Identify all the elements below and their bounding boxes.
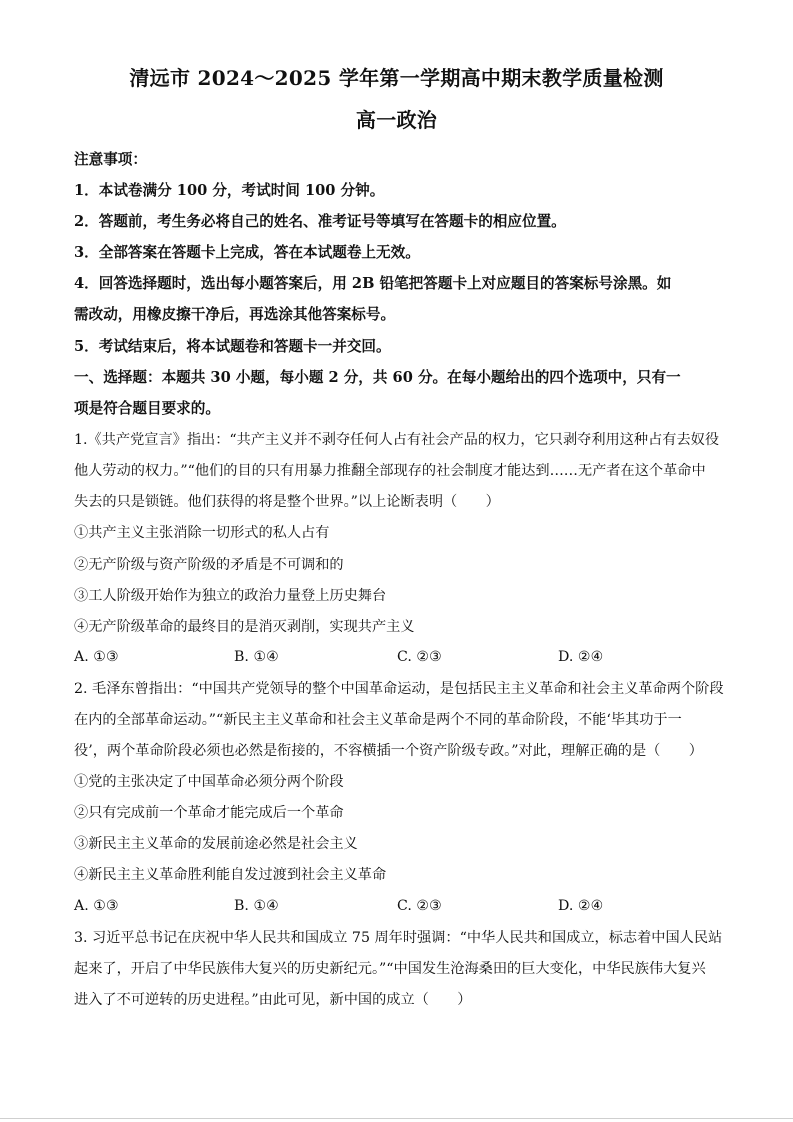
notice-item: 2．答题前，考生务必将自己的姓名、准考证号等填写在答题卡的相应位置。	[74, 213, 566, 230]
page-bottom-rule	[0, 1118, 793, 1119]
exam-title: 清远市 2024～2025 学年第一学期高中期末教学质量检测	[129, 66, 664, 90]
q2-statement: ③新民主主义革命的发展前途必然是社会主义	[74, 836, 358, 852]
q1-option-c[interactable]: C. ②③	[397, 649, 442, 665]
section-heading: 一、选择题：本题共 30 小题，每小题 2 分，共 60 分。在每小题给出的四个选项中，只有一	[74, 369, 681, 386]
notice-item: 1．本试卷满分 100 分，考试时间 100 分钟。	[74, 182, 385, 199]
q2-option-c[interactable]: C. ②③	[397, 898, 442, 914]
q2-option-a[interactable]: A. ①③	[74, 898, 119, 914]
q3-stem-line: 进入了不可逆转的历史进程。”由此可见，新中国的成立（ ）	[74, 992, 472, 1008]
notice-item: 3．全部答案在答题卡上完成，答在本试题卷上无效。	[74, 244, 420, 261]
q3-stem-line: 3. 习近平总书记在庆祝中华人民共和国成立 75 周年时强调：“中华人民共和国成立，标志着中国人民站	[74, 930, 723, 946]
q1-option-d[interactable]: D. ②④	[558, 649, 604, 665]
q2-statement: ②只有完成前一个革命才能完成后一个革命	[74, 805, 344, 821]
notice-heading: 注意事项：	[74, 151, 147, 168]
q2-statement: ④新民主主义革命胜利能自发过渡到社会主义革命	[74, 867, 387, 883]
q1-stem-line: 1.《共产党宣言》指出：“共产主义并不剥夺任何人占有社会产品的权力，它只剥夺利用这种占有去奴役	[74, 432, 720, 448]
notice-item: 5．考试结束后，将本试题卷和答题卡一并交回。	[74, 338, 391, 355]
q1-option-a[interactable]: A. ①③	[74, 649, 119, 665]
exam-subject: 高一政治	[355, 108, 438, 132]
q2-statement: ①党的主张决定了中国革命必须分两个阶段	[74, 774, 344, 790]
section-heading-cont: 项是符合题目要求的。	[74, 400, 220, 417]
q2-stem-line: 在内的全部革命运动。”“新民主主义革命和社会主义革命是两个不同的革命阶段，不能‘毕其功于一	[74, 712, 682, 728]
q1-stem-line: 失去的只是锁链。他们获得的将是整个世界。”以上论断表明（ ）	[74, 494, 500, 510]
q3-stem-line: 起来了，开启了中华民族伟大复兴的历史新纪元。”“中国发生沧海桑田的巨大变化，中华民族伟大复兴	[74, 961, 706, 977]
q1-statement: ③工人阶级开始作为独立的政治力量登上历史舞台	[74, 588, 387, 604]
q2-stem-line: 2. 毛泽东曾指出：“中国共产党领导的整个中国革命运动，是包括民主主义革命和社会主义革命两个阶段	[74, 681, 724, 697]
q1-statement: ①共产主义主张消除一切形式的私人占有	[74, 525, 330, 541]
notice-item: 需改动，用橡皮擦干净后，再选涂其他答案标号。	[74, 306, 396, 323]
q2-option-b[interactable]: B. ①④	[234, 898, 279, 914]
q1-stem-line: 他人劳动的权力。”“他们的目的只有用暴力推翻全部现存的社会制度才能达到……无产者在这个革命中	[74, 463, 706, 479]
q2-stem-line: 役’，两个革命阶段必须也必然是衔接的，不容横插一个资产阶级专政。”对此，理解正确的是（ ）	[74, 743, 703, 759]
q2-option-d[interactable]: D. ②④	[558, 898, 604, 914]
q1-statement: ②无产阶级与资产阶级的矛盾是不可调和的	[74, 557, 344, 573]
q1-option-b[interactable]: B. ①④	[234, 649, 279, 665]
notice-item: 4．回答选择题时，选出每小题答案后，用 2B 铅笔把答题卡上对应题目的答案标号涂黑。如	[74, 275, 672, 292]
q1-statement: ④无产阶级革命的最终目的是消灭剥削，实现共产主义	[74, 619, 415, 635]
